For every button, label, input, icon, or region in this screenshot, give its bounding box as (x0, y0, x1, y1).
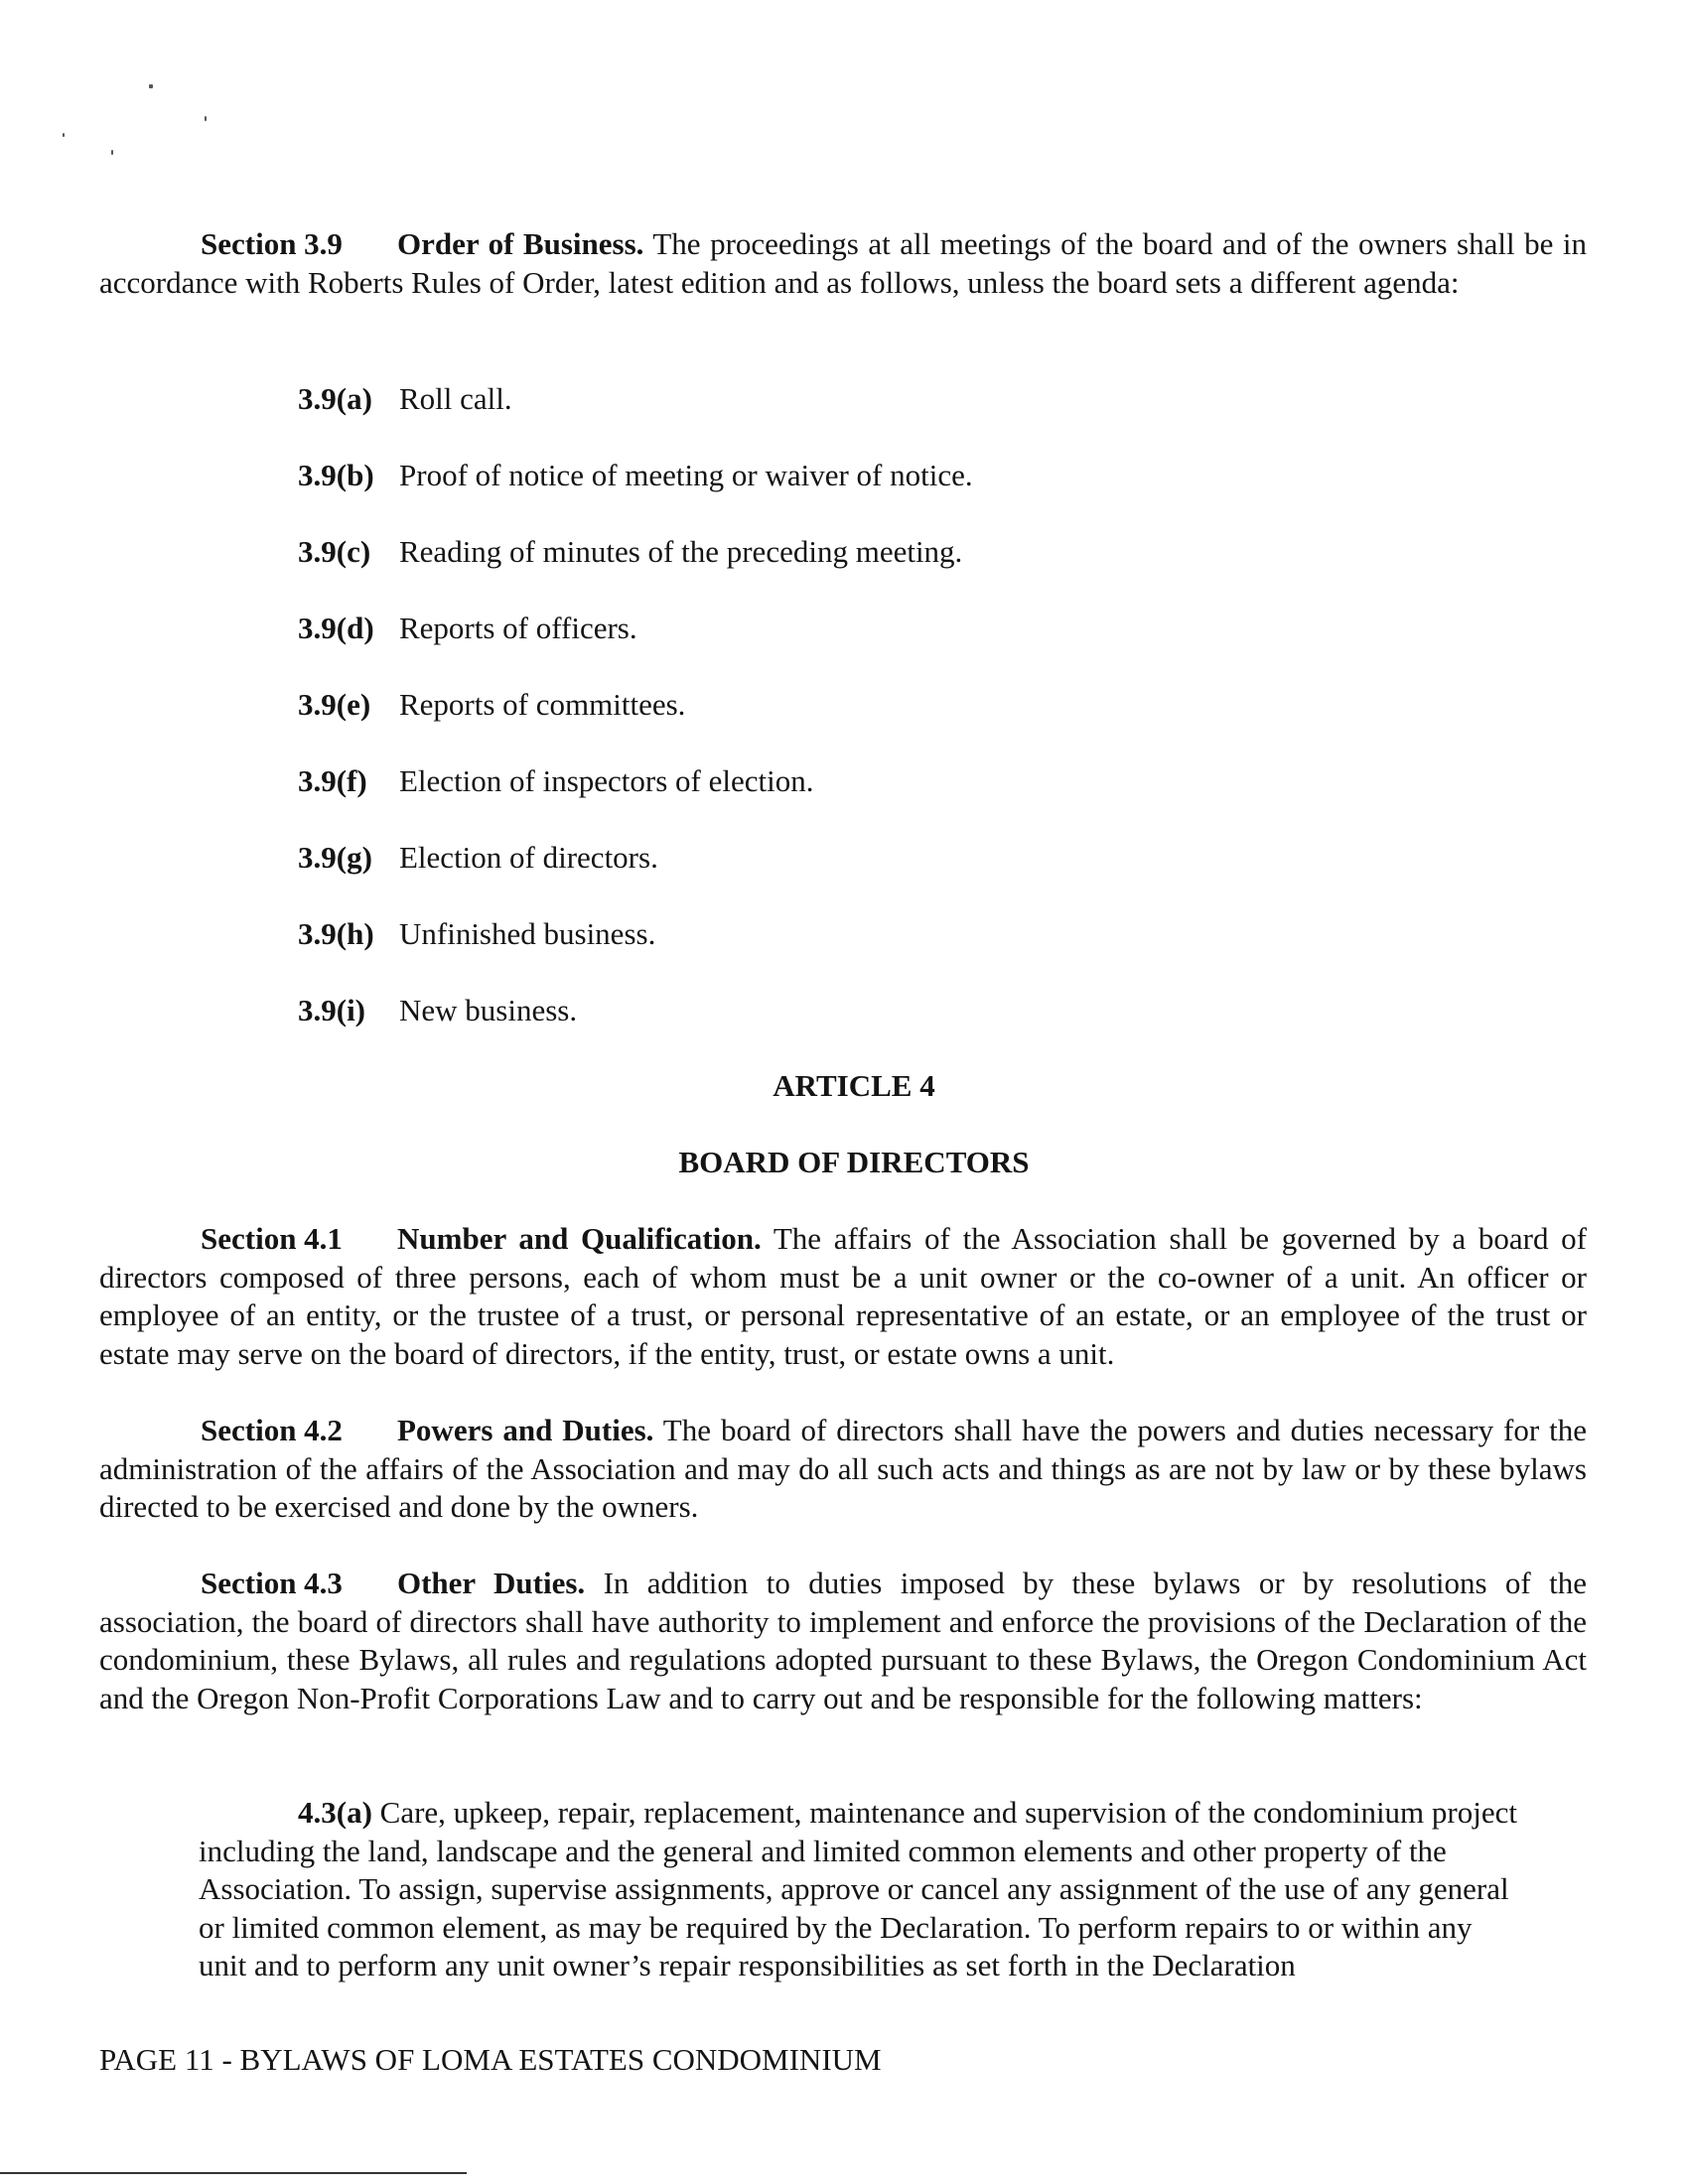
agenda-item-text: Reports of officers. (399, 611, 637, 645)
section-text: The board of directors shall have the powers and duties necessary for the administration of the affairs of the Association and may do all such acts and things as are not by law or by these bylaws directed to be exercised and done by the owners. (99, 1413, 1587, 1524)
agenda-item-number: 3.9(b) (298, 458, 374, 492)
agenda-item (298, 915, 655, 953)
agenda-item-text: Reports of committees. (399, 687, 686, 722)
agenda-item (298, 839, 658, 877)
agenda-item-number: 3.9(c) (298, 534, 371, 569)
article-number-heading: ARTICLE 4 (773, 1068, 935, 1103)
article-title-heading: BOARD OF DIRECTORS (678, 1145, 1030, 1179)
section-title: Powers and Duties. (397, 1413, 654, 1447)
section-text: In addition to duties imposed by these bylaws or by resolutions of the association, the board of directors shall have authority to implement and enforce the provisions of the Declaration of the condominium, these Bylaws, all rules and regulations adopted pursuant to these Bylaws, the Oregon Condominium Act and the Oregon Non-Profit Corporations Law and to carry out and be responsible for the following matters: (99, 1566, 1587, 1715)
agenda-item (298, 457, 973, 494)
scan-speck (149, 84, 153, 88)
section-title: Other Duties. (397, 1566, 586, 1600)
agenda-item (298, 533, 962, 571)
page-footer: PAGE 11 - BYLAWS OF LOMA ESTATES CONDOMINIUM (99, 2042, 882, 2077)
section-4-3-a-paragraph (199, 1794, 1519, 1985)
section-3-9-paragraph (99, 225, 1587, 302)
agenda-item-text: Election of directors. (399, 840, 658, 875)
agenda-item (298, 686, 685, 724)
agenda-item-number: 3.9(d) (298, 611, 374, 645)
agenda-item (298, 762, 814, 800)
agenda-item-text: Proof of notice of meeting or waiver of notice. (399, 458, 973, 492)
section-number: Section 4.2 (201, 1413, 343, 1447)
agenda-item-text: New business. (399, 993, 578, 1027)
agenda-item-text: Roll call. (399, 381, 512, 416)
section-text: The affairs of the Association shall be governed by a board of directors composed of three persons, each of whom must be a unit owner or the co-owner of a unit. An officer or employee of an entity, or the trustee of a trust, or personal representative of an estate, or an employee of the trust or estate may serve on the board of directors, if the entity, trust, or estate owns a unit. (99, 1221, 1587, 1371)
subsection-number: 4.3(a) (298, 1795, 372, 1830)
scan-speck (205, 116, 207, 121)
section-4-2-paragraph (99, 1412, 1587, 1527)
agenda-item (298, 380, 512, 418)
scan-speck (111, 150, 113, 155)
scan-speck (63, 133, 65, 137)
agenda-item-number: 3.9(f) (298, 763, 367, 798)
section-number: Section 3.9 (201, 226, 343, 261)
agenda-item-text: Election of inspectors of election. (399, 763, 814, 798)
agenda-item-number: 3.9(g) (298, 840, 372, 875)
section-title: Number and Qualification. (397, 1221, 762, 1256)
agenda-item (298, 992, 577, 1029)
agenda-item-number: 3.9(i) (298, 993, 366, 1027)
section-number: Section 4.3 (201, 1566, 343, 1600)
section-4-1-paragraph (99, 1220, 1587, 1373)
section-text: The proceedings at all meetings of the board and of the owners shall be in accordance with Roberts Rules of Order, latest edition and as follows, unless the board sets a different agenda: (99, 226, 1587, 300)
section-title: Order of Business. (397, 226, 644, 261)
section-4-3-paragraph (99, 1565, 1587, 1717)
agenda-item-text: Unfinished business. (399, 916, 656, 951)
agenda-item-text: Reading of minutes of the preceding meeting. (399, 534, 963, 569)
subsection-text: Care, upkeep, repair, replacement, maintenance and supervision of the condominium project including the land, landscape and the general and limited common elements and other property of the Association. To assign, supervise assignments, approve or cancel any assignment of the use of any general or limited common element, as may be required by the Declaration. To perform repairs to or within any unit and to perform any unit owner’s repair responsibilities as set forth in the Declaration (199, 1795, 1517, 1982)
bottom-rule (0, 2172, 467, 2174)
agenda-item (298, 610, 637, 647)
agenda-item-number: 3.9(a) (298, 381, 372, 416)
agenda-item-number: 3.9(h) (298, 916, 374, 951)
agenda-item-number: 3.9(e) (298, 687, 371, 722)
section-number: Section 4.1 (201, 1221, 343, 1256)
